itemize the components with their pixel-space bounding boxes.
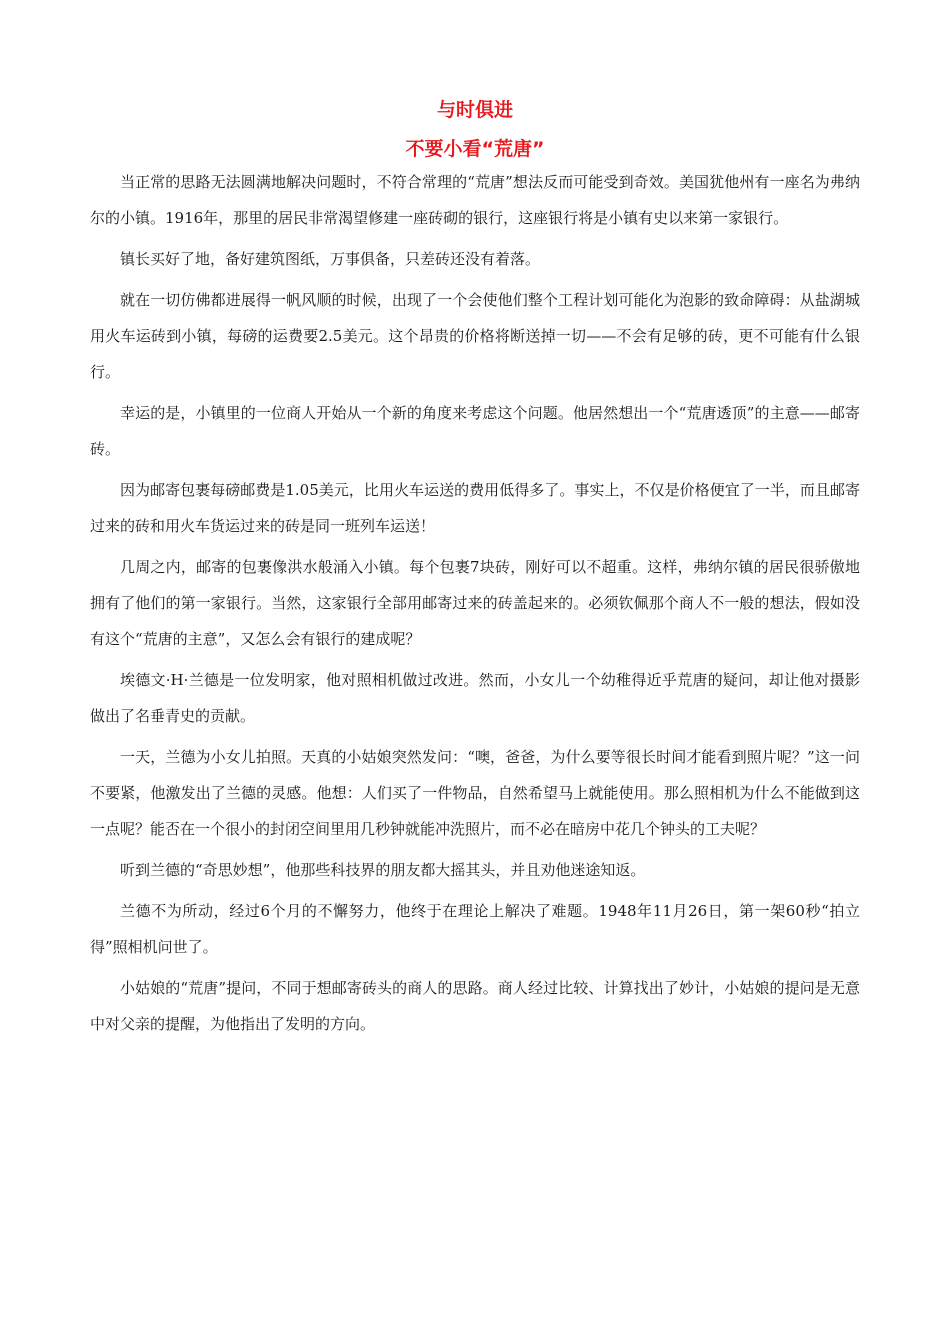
paragraph: 听到兰德的“奇思妙想”，他那些科技界的朋友都大摇其头，并且劝他迷途知返。 [120,861,646,879]
paragraph: 幸运的是，小镇里的一位商人开始从一个新的角度来考虑这个问题。他居然想出一个“荒唐透顶”的主意——邮寄砖。 [90,404,860,458]
paragraph: 当正常的思路无法圆满地解决问题时，不符合常理的“荒唐”想法反而可能受到奇效。美国犹他州有一座名为弗纳尔的小镇。1916年，那里的居民非常渴望修建一座砖砌的银行，这座银行将是小镇有史以来第一家银行。 [90,173,860,227]
paragraph: 几周之内，邮寄的包裹像洪水般涌入小镇。每个包裹7块砖，刚好可以不超重。这样，弗纳尔镇的居民很骄傲地拥有了他们的第一家银行。当然，这家银行全部用邮寄过来的砖盖起来的。必须钦佩那个商人不一般的想法，假如没有这个“荒唐的主意”，又怎么会有银行的建成呢？ [90,558,860,648]
page-title: 与时俱进 [436,99,513,121]
article-body [90,164,860,1047]
paragraph: 镇长买好了地，备好建筑图纸，万事俱备，只差砖还没有着落。 [120,250,541,268]
paragraph: 埃德文·H·兰德是一位发明家，他对照相机做过改进。然而，小女儿一个幼稚得近乎荒唐的疑问，却让他对摄影做出了名垂青史的贡献。 [90,671,860,725]
paragraph: 就在一切仿佛都进展得一帆风顺的时候，出现了一个会使他们整个工程计划可能化为泡影的致命障碍：从盐湖城用火车运砖到小镇，每磅的运费要2.5美元。这个昂贵的价格将断送掉一切——不会有足够的砖，更不可能有什么银行。 [90,291,860,381]
paragraph: 一天，兰德为小女儿拍照。天真的小姑娘突然发问：“噢，爸爸，为什么要等很长时间才能看到照片呢？”这一问不要紧，他激发出了兰德的灵感。他想：人们买了一件物品，自然希望马上就能使用。那么照相机为什么不能做到这一点呢？能否在一个很小的封闭空间里用几秒钟就能冲洗照片，而不必在暗房中花几个钟头的工夫呢？ [90,748,860,838]
article-title: 不要小看“荒唐” [405,138,545,160]
paragraph: 兰德不为所动，经过6个月的不懈努力，他终于在理论上解决了难题。1948年11月26日，第一架60秒“拍立得”照相机问世了。 [90,902,860,956]
paragraph: 因为邮寄包裹每磅邮费是1.05美元，比用火车运送的费用低得多了。事实上，不仅是价格便宜了一半，而且邮寄过来的砖和用火车货运过来的砖是同一班列车运送！ [90,481,860,535]
paragraph: 小姑娘的“荒唐”提问，不同于想邮寄砖头的商人的思路。商人经过比较、计算找出了妙计，小姑娘的提问是无意中对父亲的提醒，为他指出了发明的方向。 [90,979,860,1033]
